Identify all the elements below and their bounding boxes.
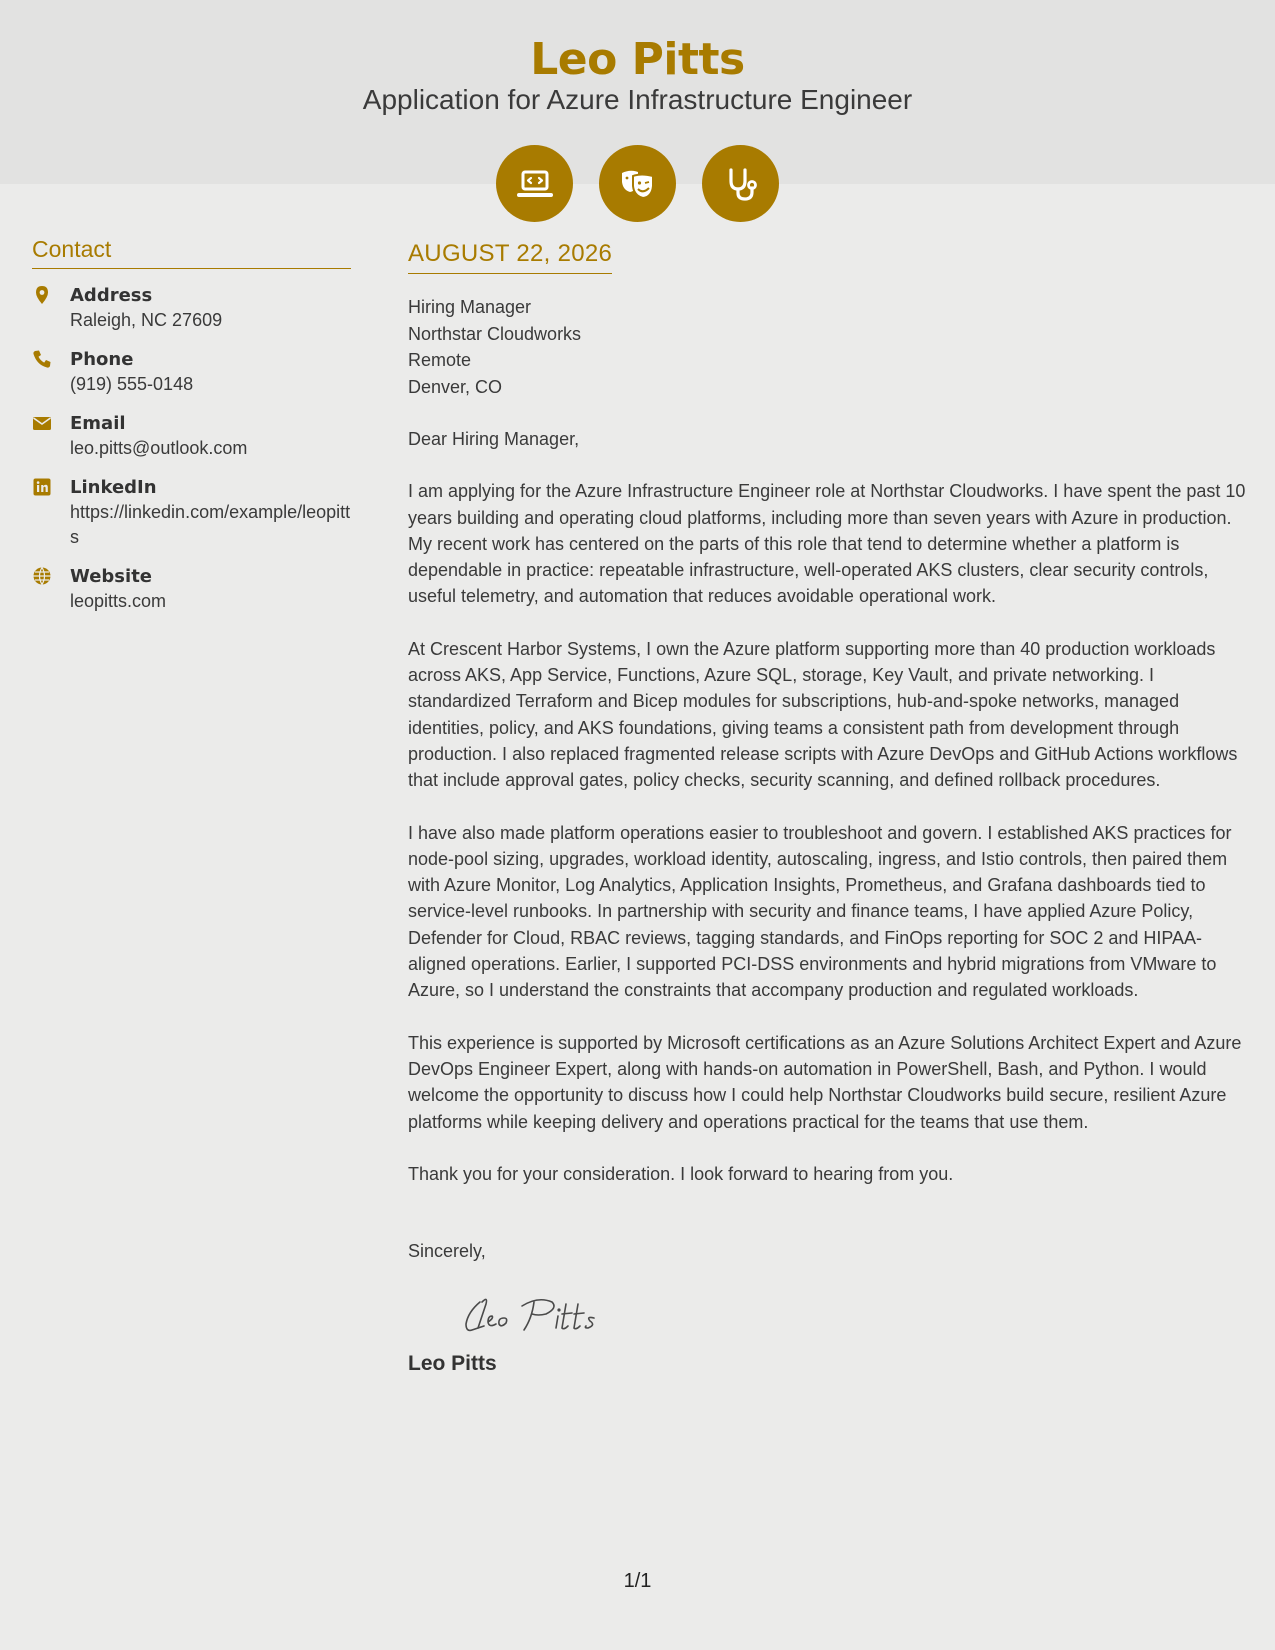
linkedin-icon <box>32 475 70 550</box>
contact-linkedin <box>32 475 351 550</box>
closing: Sincerely, <box>408 1241 486 1262</box>
envelope-icon <box>32 411 70 461</box>
contact-phone <box>32 347 351 397</box>
body-paragraph: This experience is supported by Microsoft certifications as an Azure Solutions Architect Expert and Azure DevOps Engineer Expert, along with hands-on automation in PowerShell, Bash, and Python. I would welcome the opportunity to discuss how I could help Northstar Cloudworks build secure, resilient Azure platforms while keeping delivery and operations practical for the teams that use them. <box>408 1032 1242 1132</box>
laptop-code-icon <box>496 145 573 222</box>
email-value: leo.pitts@outlook.com <box>70 438 248 458</box>
phone-icon <box>32 347 70 397</box>
recipient-line: Remote <box>408 350 472 370</box>
phone-value: (919) 555-0148 <box>70 374 194 394</box>
linkedin-label: LinkedIn <box>70 477 157 498</box>
address-value: Raleigh, NC 27609 <box>70 310 223 330</box>
application-title: Application for Azure Infrastructure Engineer <box>362 84 913 115</box>
hobby-icons <box>0 145 1275 222</box>
body-paragraph: At Crescent Harbor Systems, I own the Azure platform supporting more than 40 production workloads across AKS, App Service, Functions, Azure SQL, storage, Key Vault, and private networking. I standardized Terraform and Bicep modules for subscriptions, hub-and-spoke networks, managed identities, policy, and AKS foundations, giving teams a consistent path from development through production. I also replaced fragmented release scripts with Azure DevOps and GitHub Actions workflows that include approval gates, policy checks, security scanning, and defined rollback procedures. <box>408 638 1238 791</box>
contact-email <box>32 411 351 461</box>
recipient-line: Denver, CO <box>408 376 503 397</box>
contact-sidebar <box>32 236 351 614</box>
recipient-block <box>408 294 1253 400</box>
letter-body <box>408 240 1253 1376</box>
website-label: Website <box>70 566 153 587</box>
address-label: Address <box>70 285 153 306</box>
map-pin-icon <box>32 283 70 333</box>
contact-address <box>32 283 351 333</box>
recipient-line: Hiring Manager <box>408 297 532 317</box>
contact-heading: Contact <box>32 236 351 269</box>
stethoscope-icon <box>702 145 779 222</box>
contact-website <box>32 564 351 614</box>
linkedin-value[interactable]: https://linkedin.com/example/leopitts <box>70 502 351 547</box>
handwritten-signature <box>458 1290 1253 1342</box>
website-value[interactable]: leopitts.com <box>70 591 167 611</box>
page-number: 1/1 <box>623 1570 652 1592</box>
recipient-line: Northstar Cloudworks <box>408 323 582 344</box>
globe-icon <box>32 564 70 614</box>
body-paragraph: I have also made platform operations easier to troubleshoot and govern. I established AKS practices for node-pool sizing, upgrades, workload identity, autoscaling, ingress, and Istio controls, then paired them with Azure Monitor, Log Analytics, Application Insights, Prometheus, and Grafana dashboards tied to service-level runbooks. In partnership with security and finance teams, I have applied Azure Policy, Defender for Cloud, RBAC reviews, tagging standards, and FinOps reporting for SOC 2 and HIPAA-aligned operations. Earlier, I supported PCI-DSS environments and hybrid migrations from VMware to Azure, so I understand the constraints that accompany production and regulated workloads. <box>408 822 1232 1001</box>
phone-label: Phone <box>70 349 134 370</box>
applicant-name: Leo Pitts <box>530 34 745 85</box>
body-paragraph: I am applying for the Azure Infrastructure Engineer role at Northstar Cloudworks. I have spent the past 10 years building and operating cloud platforms, including more than seven years with Azure in production. My recent work has centered on the parts of this role that tend to determine whether a platform is dependable in practice: repeatable infrastructure, well-operated AKS clusters, clear security controls, useful telemetry, and automation that reduces avoidable operational work. <box>408 481 1246 607</box>
signer-name: Leo Pitts <box>408 1352 497 1376</box>
email-label: Email <box>70 413 126 434</box>
letter-date: AUGUST 22, 2026 <box>408 240 612 274</box>
theater-masks-icon <box>599 145 676 222</box>
body-paragraph: Thank you for your consideration. I look forward to hearing from you. <box>408 1163 954 1184</box>
greeting: Dear Hiring Manager, <box>408 429 580 449</box>
